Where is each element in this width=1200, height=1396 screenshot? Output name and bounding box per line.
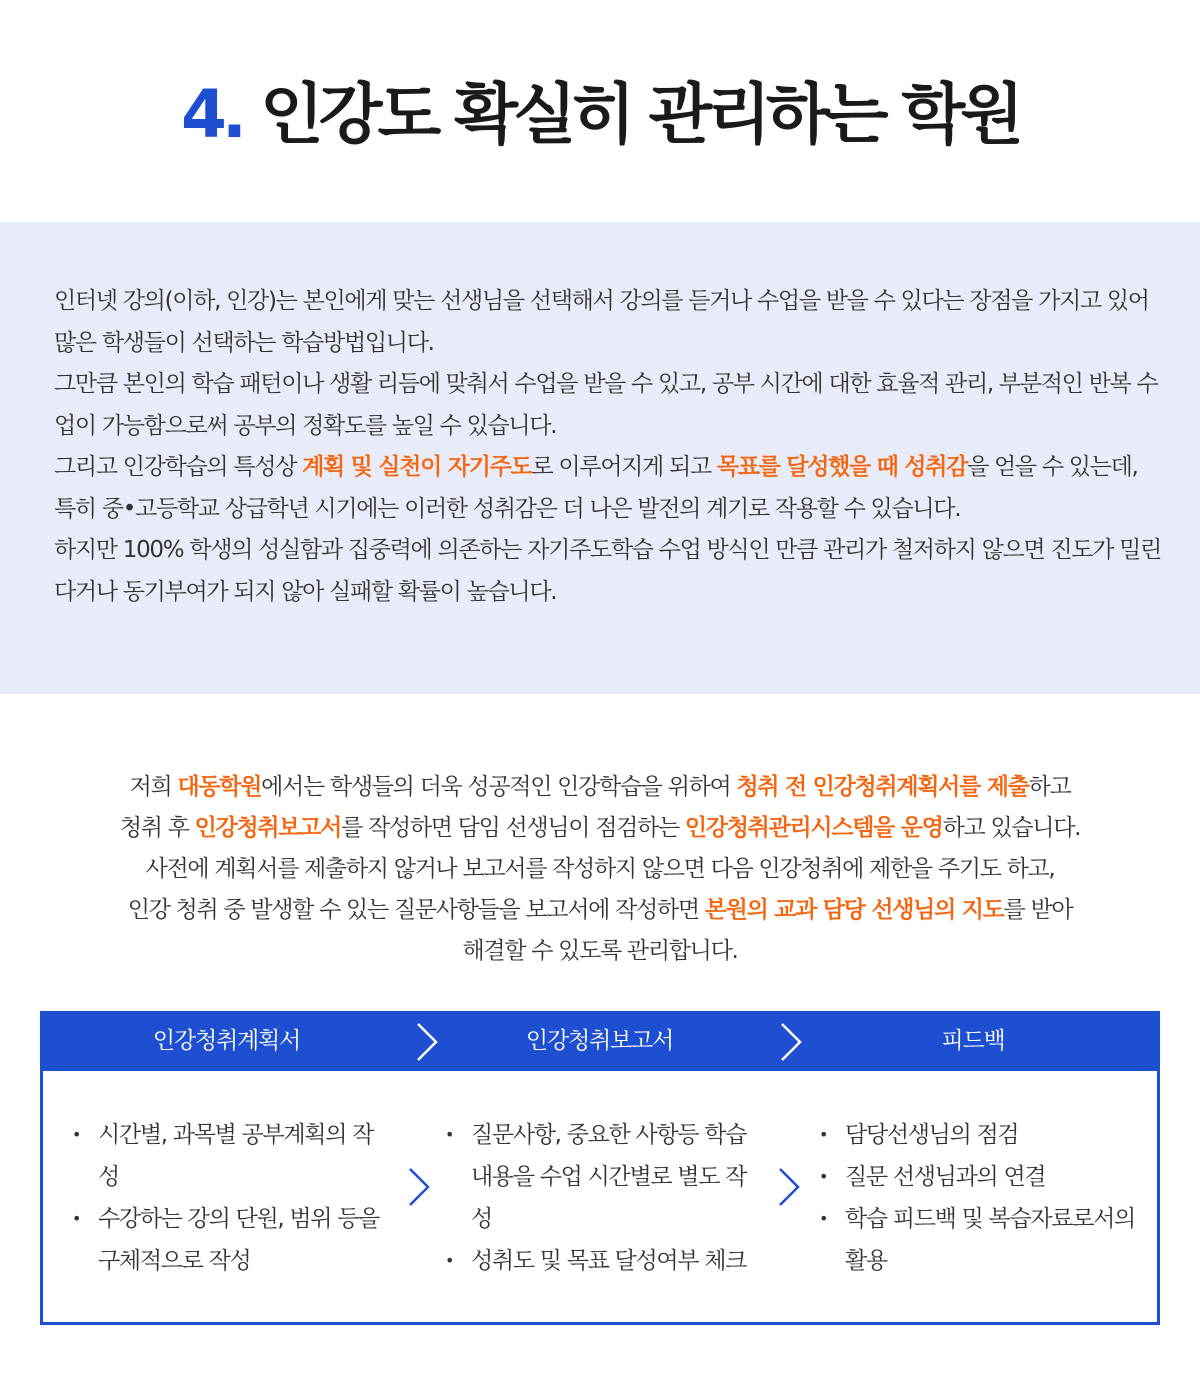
chevron-right-icon: [405, 1166, 433, 1208]
description-line-1: [0, 767, 1200, 808]
desc-span: 하고: [1028, 774, 1071, 800]
list-item: • 질문 선생님과의 연결: [817, 1156, 1137, 1198]
intro-paragraph-2: 그만큼 본인의 학습 패턴이나 생활 리듬에 맞춰서 수업을 받을 수 있고, 공부 시간에 대한 효율적 관리, 부분적인 반복 수업이 가능함으로써 공부의 정확도를 높일 수 있습니다.: [54, 371, 1158, 439]
desc-span: 에서는 학생들의 더욱 성공적인 인강학습을 위하여: [261, 774, 737, 800]
intro-paragraph-1: 인터넷 강의(이하, 인강)는 본인에게 맞는 선생님을 선택해서 강의를 듣거나 수업을 받을 수 있다는 장점을 가지고 있어 많은 학생들이 선택하는 학습방법입니다.: [54, 288, 1149, 356]
description-line-5: 해결할 수 있도록 관리합니다.: [462, 938, 738, 964]
desc-span: 저희: [129, 774, 178, 800]
description: [0, 767, 1200, 972]
flow-header-bar: [40, 1011, 1160, 1071]
plan-items: [70, 1114, 392, 1282]
list-item: • 성취도 및 목표 달성여부 체크: [443, 1240, 763, 1282]
title-text: 인강도 확실히 관리하는 학원: [259, 76, 1019, 153]
description-line-4: [0, 890, 1200, 931]
highlight-self-directed: 계획 및 실천이 자기주도: [302, 454, 532, 480]
intro-text-span: 그리고 인강학습의 특성상: [54, 454, 303, 480]
highlight-plan-submit: 청취 전 인강청취계획서를 제출: [736, 774, 1029, 800]
list-item: • 담당선생님의 점검: [817, 1114, 1137, 1156]
step-label-report: 인강청취보고서: [525, 1028, 674, 1054]
desc-span: 를 작성하면 담임 선생님이 점검하는: [341, 815, 685, 841]
list-item: • 학습 피드백 및 복습자료로서의 활용: [817, 1198, 1137, 1282]
step-label-feedback: 피드백: [941, 1028, 1005, 1054]
intro-text-span: 을 얻을 수 있는데, 특히 중•고등학교 상급학년 시기에는 이러한 성취감은 더 나은 발전의 계기로 작용할 수 있습니다.: [54, 454, 1138, 522]
description-line-2: [0, 808, 1200, 849]
highlight-achievement: 목표를 달성했을 때 성취감: [716, 454, 968, 480]
page-title: [0, 70, 1200, 160]
desc-span: 청취 후: [119, 815, 195, 841]
highlight-academy-name: 대동학원: [177, 774, 262, 800]
list-item: • 시간별, 과목별 공부계획의 작성: [70, 1114, 392, 1198]
intro-text: [54, 281, 1164, 613]
desc-span: 하고 있습니다.: [942, 815, 1081, 841]
intro-paragraph-4: 하지만 100% 학생의 성실함과 집중력에 의존하는 자기주도학습 수업 방식인 만큼 관리가 철저하지 않으면 진도가 밀린다거나 동기부여가 되지 않아 실패할 확률이 높습니다.: [54, 537, 1161, 605]
chevron-right-icon: [775, 1166, 803, 1208]
list-item: • 질문사항, 중요한 사항등 학습 내용을 수업 시간별로 별도 작성: [443, 1114, 763, 1240]
step-label-plan: 인강청취계획서: [152, 1028, 301, 1054]
title-number: 4.: [181, 76, 242, 153]
feedback-items: [817, 1114, 1137, 1282]
description-line-3: 사전에 계획서를 제출하지 않거나 보고서를 작성하지 않으면 다음 인강청취에 제한을 주기도 하고,: [145, 856, 1055, 882]
intro-text-span: 로 이루어지게 되고: [531, 454, 717, 480]
desc-span: 인강 청취 중 발생할 수 있는 질문사항들을 보고서에 작성하면: [127, 897, 705, 923]
highlight-teacher-guidance: 본원의 교과 담당 선생님의 지도: [704, 897, 1004, 923]
highlight-management-system: 인강청취관리시스템을 운영: [684, 815, 943, 841]
highlight-report: 인강청취보고서: [194, 815, 342, 841]
report-items: [443, 1114, 763, 1282]
list-item: • 수강하는 강의 단원, 범위 등을 구체적으로 작성: [70, 1198, 392, 1282]
desc-span: 를 받아: [1003, 897, 1073, 923]
intro-paragraph-3: [54, 447, 1164, 530]
